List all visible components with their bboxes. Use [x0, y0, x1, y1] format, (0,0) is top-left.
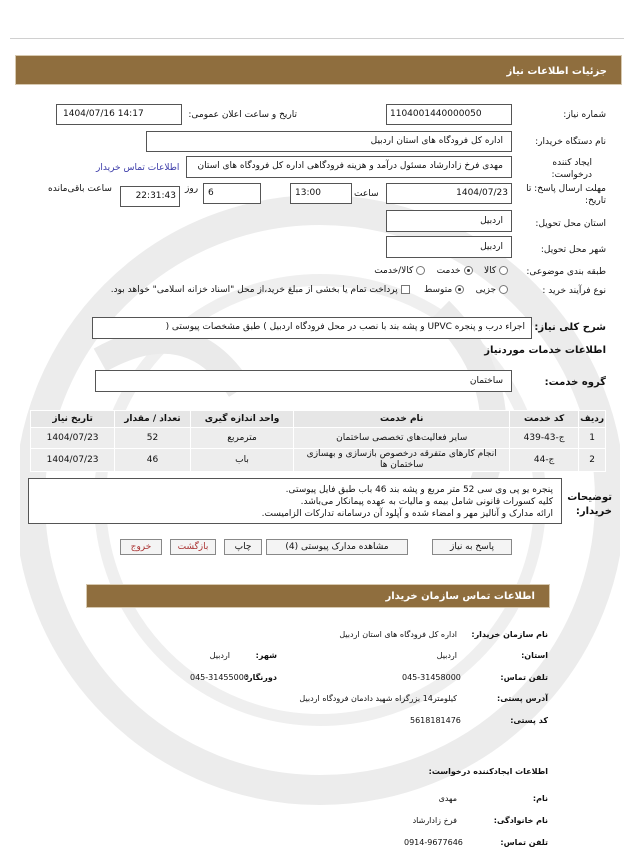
contact-header	[86, 584, 550, 608]
contact-fax-label: دورنگار:	[244, 673, 277, 682]
reply-button[interactable]: پاسخ به نیاز	[432, 539, 512, 555]
process-label: نوع فرآیند خرید :	[542, 286, 606, 296]
category-label: طبقه بندی موضوعی:	[526, 267, 606, 277]
days-field: 6	[203, 183, 261, 204]
deadline-time-field: 13:00	[290, 183, 352, 204]
category-radio-group	[374, 266, 508, 276]
contact-postal-label: کد پستی:	[510, 716, 548, 725]
creator-phone: 0914-9677646	[404, 838, 463, 847]
contact-phone-label: تلفن تماس:	[500, 673, 548, 682]
exit-button[interactable]: خروج	[120, 539, 162, 555]
attachments-button[interactable]: مشاهده مدارک پیوستی (4)	[266, 539, 408, 555]
creator-last-name: فرخ زادارشاد	[412, 816, 457, 825]
radio-medium[interactable]	[455, 285, 464, 294]
contact-province-label: استان:	[521, 651, 548, 660]
contact-address-label: آدرس پستی:	[497, 694, 548, 703]
announce-field: 1404/07/16 14:17	[56, 104, 182, 125]
payment-option[interactable]: پرداخت تمام یا بخشی از مبلغ خرید،از محل "اسناد خزانه اسلامی" خواهد بود.	[111, 285, 410, 295]
table-row: 2 ج-44 انجام کارهای متفرقه درخصوص بازسازی و بهسازی ساختمان ها باب 46 1404/07/23	[31, 449, 606, 472]
table-header-row	[31, 411, 606, 428]
radio-service[interactable]	[464, 266, 473, 275]
city-field: اردبیل	[386, 236, 512, 258]
summary-label: شرح کلی نیاز:	[534, 322, 606, 333]
contact-title: اطلاعات تماس سازمان خریدار	[385, 591, 535, 602]
remaining-label: ساعت باقی‌مانده	[48, 184, 112, 194]
buyer-notes-field: پنجره یو پی وی سی 52 متر مربع و پشه بند 46 باب طبق فایل پیوستی. کلیه کسورات قانونی شامل بیمه و مالیات به عهده پیمانکار می‌باشد. ارائه مدارک و آنالیز مهر و امضاء شده و آپلود آن درسامانه تدارکات الزامیست.	[28, 478, 562, 524]
creator-first-name-label: نام:	[532, 794, 548, 803]
col-qty: تعداد / مقدار	[115, 411, 191, 428]
need-number-field: 1104001440000050	[386, 104, 512, 125]
radio-minor[interactable]	[499, 285, 508, 294]
col-code: کد خدمت	[510, 411, 579, 428]
province-field: اردبیل	[386, 210, 512, 232]
deadline-label: مهلت ارسال پاسخ: تا تاریخ:	[526, 184, 606, 206]
city-label: شهر محل تحویل:	[540, 245, 606, 255]
contact-address: کیلومتر14 بزرگراه شهید دادمان فرودگاه اردبیل	[299, 694, 457, 703]
service-group-field: ساختمان	[95, 370, 512, 392]
announce-label: تاریخ و ساعت اعلان عمومی:	[188, 110, 297, 120]
buyer-notes-label: توضیحات خریدار:	[567, 492, 612, 517]
process-radio-group	[111, 285, 508, 295]
col-name: نام خدمت	[294, 411, 510, 428]
days-label: روز	[185, 184, 199, 194]
creator-first-name: مهدی	[438, 794, 457, 803]
remaining-field: 22:31:43	[120, 186, 180, 207]
contact-postal: 5618181476	[410, 716, 461, 725]
creator-phone-label: تلفن تماس:	[500, 838, 548, 847]
time-label: ساعت	[354, 189, 379, 199]
payment-checkbox[interactable]	[401, 285, 410, 294]
creator-last-name-label: نام خانوادگی:	[493, 816, 548, 825]
buyer-org-field: اداره کل فرودگاه های استان اردبیل	[146, 131, 512, 152]
deadline-date-field: 1404/07/23	[386, 183, 512, 204]
category-option-both[interactable]: کالا/خدمت	[374, 266, 425, 276]
category-option-service[interactable]: خدمت	[437, 266, 473, 276]
col-unit: واحد اندازه گیری	[190, 411, 294, 428]
page-header	[15, 55, 622, 85]
creator-info-title: اطلاعات ایجادکننده درخواست:	[428, 767, 548, 776]
contact-org: اداره کل فرودگاه های استان اردبیل	[339, 630, 457, 639]
contact-city-label: شهر:	[255, 651, 277, 660]
contact-province: اردبیل	[436, 651, 457, 660]
need-number-label: شماره نیاز:	[563, 110, 606, 120]
page-title: جزئیات اطلاعات نیاز	[506, 66, 607, 77]
contact-city: اردبیل	[209, 651, 230, 660]
contact-phone: 045-31458000	[402, 673, 461, 682]
contact-org-label: نام سازمان خریدار:	[471, 630, 548, 639]
table-row: 1 ج-43-439 سایر فعالیت‌های تخصصی ساختمان مترمربع 52 1404/07/23	[31, 428, 606, 449]
print-button[interactable]: چاپ	[224, 539, 262, 555]
buyer-org-label: نام دستگاه خریدار:	[535, 137, 606, 147]
summary-field: اجراء درب و پنجره UPVC و پشه بند با نصب در محل فرودگاه اردبیل ) طبق مشخصات پیوستی (	[92, 317, 532, 339]
col-date: تاریخ نیاز	[31, 411, 115, 428]
creator-label: ایجاد کننده درخواست:	[551, 158, 592, 180]
process-option-medium[interactable]: متوسط	[424, 285, 464, 295]
services-title: اطلاعات خدمات موردنیاز	[484, 345, 606, 356]
process-option-minor[interactable]: جزیی	[476, 285, 508, 295]
radio-goods[interactable]	[499, 266, 508, 275]
col-row: ردیف	[579, 411, 606, 428]
buyer-contact-link[interactable]: اطلاعات تماس خریدار	[96, 163, 180, 173]
category-option-goods[interactable]: کالا	[484, 266, 508, 276]
back-button[interactable]: بازگشت	[170, 539, 216, 555]
services-table	[30, 410, 606, 472]
contact-fax: 045-31455000	[190, 673, 249, 682]
creator-field: مهدی فرخ زادارشاد مسئول درآمد و هزینه فرودگاهی اداره کل فرودگاه های استان	[186, 156, 512, 178]
radio-both[interactable]	[416, 266, 425, 275]
service-group-label: گروه خدمت:	[544, 377, 606, 388]
province-label: استان محل تحویل:	[535, 219, 606, 229]
